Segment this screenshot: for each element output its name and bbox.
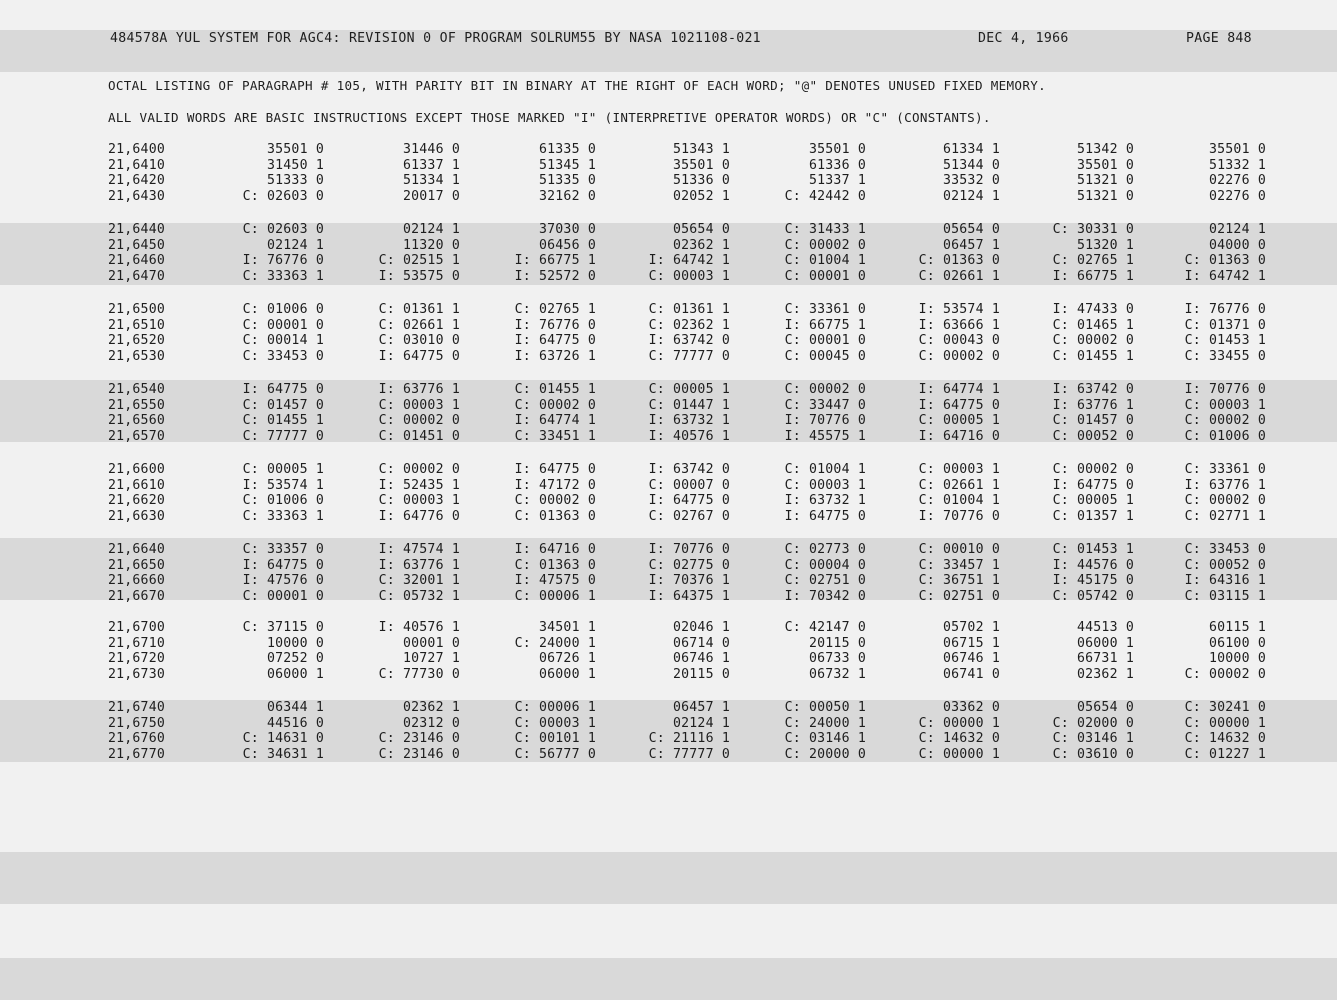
octal-word: C: 00052 0 xyxy=(1052,428,1134,444)
octal-word: C: 02661 1 xyxy=(918,477,1000,493)
octal-word: I: 64716 0 xyxy=(918,428,1000,444)
octal-word: 51321 0 xyxy=(1077,173,1134,188)
octal-word: 02362 1 xyxy=(673,237,730,253)
octal-word: C: 14632 0 xyxy=(1184,731,1266,746)
octal-word: 51332 1 xyxy=(1209,157,1266,173)
octal-word: C: 02661 1 xyxy=(918,268,1000,284)
octal-word: C: 24000 1 xyxy=(514,635,596,651)
octal-word: C: 00002 0 xyxy=(784,382,866,397)
octal-word: C: 00003 1 xyxy=(918,462,1000,477)
octal-word: C: 00003 1 xyxy=(648,268,730,284)
octal-word: C: 05732 1 xyxy=(378,588,460,604)
octal-word: I: 64774 1 xyxy=(514,413,596,428)
octal-word: I: 63742 0 xyxy=(648,333,730,348)
description-line: ALL VALID WORDS ARE BASIC INSTRUCTIONS EXCEPT THOSE MARKED "I" (INTERPRETIVE OPERATOR WORDS) OR "C" (CONSTANTS). xyxy=(108,110,991,125)
octal-word: C: 32001 1 xyxy=(378,573,460,588)
octal-word: C: 00005 1 xyxy=(918,413,1000,428)
octal-word: C: 01363 0 xyxy=(918,253,1000,268)
octal-word: C: 00003 1 xyxy=(784,477,866,493)
octal-word: 35501 0 xyxy=(809,142,866,157)
row-address: 21,6440 xyxy=(108,222,165,237)
row-address: 21,6430 xyxy=(108,188,165,204)
octal-word: 61336 0 xyxy=(809,157,866,173)
octal-word: C: 00002 0 xyxy=(514,493,596,508)
octal-word: 05654 0 xyxy=(943,222,1000,237)
octal-word: C: 00005 1 xyxy=(648,382,730,397)
octal-word: C: 01363 0 xyxy=(514,557,596,573)
octal-word: C: 01455 1 xyxy=(514,382,596,397)
octal-word: I: 63742 0 xyxy=(1052,382,1134,397)
octal-word: C: 02751 0 xyxy=(784,573,866,588)
octal-word: 37030 0 xyxy=(539,222,596,237)
row-address: 21,6510 xyxy=(108,317,165,333)
octal-word: C: 01453 1 xyxy=(1052,542,1134,557)
octal-word: I: 70776 0 xyxy=(1184,382,1266,397)
octal-word: C: 33455 0 xyxy=(1184,348,1266,364)
octal-word: 02124 1 xyxy=(267,237,324,253)
octal-word: 06000 1 xyxy=(267,666,324,682)
octal-word: C: 30241 0 xyxy=(1184,700,1266,715)
octal-word: I: 64375 1 xyxy=(648,588,730,604)
octal-word: 20115 0 xyxy=(673,666,730,682)
octal-word: I: 53574 1 xyxy=(918,302,1000,317)
octal-word: C: 33453 0 xyxy=(242,348,324,364)
octal-word: C: 03115 1 xyxy=(1184,588,1266,604)
octal-word: C: 33363 1 xyxy=(242,268,324,284)
octal-word: C: 00004 0 xyxy=(784,557,866,573)
octal-word: 02362 1 xyxy=(1077,666,1134,682)
row-address: 21,6500 xyxy=(108,302,165,317)
octal-word: 51342 0 xyxy=(1077,142,1134,157)
octal-word: C: 00000 1 xyxy=(918,715,1000,731)
row-address: 21,6560 xyxy=(108,413,165,428)
octal-word: C: 02661 1 xyxy=(378,317,460,333)
octal-word: 02052 1 xyxy=(673,188,730,204)
octal-word: C: 00005 1 xyxy=(1052,493,1134,508)
octal-word: I: 64716 0 xyxy=(514,542,596,557)
octal-word: C: 01361 1 xyxy=(378,302,460,317)
octal-word: 61335 0 xyxy=(539,142,596,157)
octal-word: C: 02773 0 xyxy=(784,542,866,557)
octal-word: C: 01457 0 xyxy=(242,397,324,413)
octal-word: C: 00006 1 xyxy=(514,700,596,715)
octal-word: 31446 0 xyxy=(403,142,460,157)
octal-word: C: 00001 0 xyxy=(242,317,324,333)
description-line: OCTAL LISTING OF PARAGRAPH # 105, WITH PARITY BIT IN BINARY AT THE RIGHT OF EACH WORD; "@" DENOTES UNUSED FIXED MEMORY. xyxy=(108,78,1046,93)
octal-word: C: 20000 0 xyxy=(784,746,866,762)
octal-word: C: 00045 0 xyxy=(784,348,866,364)
octal-word: C: 14632 0 xyxy=(918,731,1000,746)
octal-word: I: 64775 0 xyxy=(514,462,596,477)
row-address: 21,6670 xyxy=(108,588,165,604)
row-address: 21,6700 xyxy=(108,620,165,635)
octal-word: I: 64775 0 xyxy=(918,397,1000,413)
octal-word: I: 64775 0 xyxy=(784,508,866,524)
octal-word: C: 00002 0 xyxy=(1184,493,1266,508)
octal-word: C: 05742 0 xyxy=(1052,588,1134,604)
octal-word: C: 02765 1 xyxy=(514,302,596,317)
octal-word: 07252 0 xyxy=(267,651,324,666)
paper-stripe xyxy=(0,958,1337,1000)
octal-word: 06456 0 xyxy=(539,237,596,253)
octal-word: 20017 0 xyxy=(403,188,460,204)
octal-word: 06732 1 xyxy=(809,666,866,682)
octal-word: 44516 0 xyxy=(267,715,324,731)
octal-word: I: 44576 0 xyxy=(1052,557,1134,573)
octal-word: C: 02765 1 xyxy=(1052,253,1134,268)
octal-word: C: 00000 1 xyxy=(1184,715,1266,731)
octal-word: I: 66775 1 xyxy=(514,253,596,268)
octal-word: I: 53574 1 xyxy=(242,477,324,493)
row-address: 21,6570 xyxy=(108,428,165,444)
octal-word: C: 02771 1 xyxy=(1184,508,1266,524)
octal-word: 33532 0 xyxy=(943,173,1000,188)
octal-word: 00001 0 xyxy=(403,635,460,651)
octal-word: 06344 1 xyxy=(267,700,324,715)
octal-word: 02362 1 xyxy=(403,700,460,715)
octal-word: C: 33361 0 xyxy=(784,302,866,317)
octal-word: I: 70376 1 xyxy=(648,573,730,588)
octal-word: 35501 0 xyxy=(1209,142,1266,157)
octal-word: C: 00052 0 xyxy=(1184,557,1266,573)
octal-word: 06714 0 xyxy=(673,635,730,651)
octal-word: 02046 1 xyxy=(673,620,730,635)
octal-word: I: 66775 1 xyxy=(1052,268,1134,284)
octal-word: C: 00002 0 xyxy=(378,413,460,428)
octal-word: C: 01371 0 xyxy=(1184,317,1266,333)
octal-word: C: 02515 1 xyxy=(378,253,460,268)
row-address: 21,6410 xyxy=(108,157,165,173)
octal-word: I: 76776 0 xyxy=(242,253,324,268)
octal-word: 02124 1 xyxy=(943,188,1000,204)
row-address: 21,6530 xyxy=(108,348,165,364)
octal-word: I: 47172 0 xyxy=(514,477,596,493)
octal-word: I: 63666 1 xyxy=(918,317,1000,333)
octal-word: I: 45175 0 xyxy=(1052,573,1134,588)
octal-word: 51320 1 xyxy=(1077,237,1134,253)
header-title: 484578A YUL SYSTEM FOR AGC4: REVISION 0 OF PROGRAM SOLRUM55 BY NASA 1021108-021 xyxy=(110,31,761,46)
row-address: 21,6550 xyxy=(108,397,165,413)
octal-word: C: 02751 0 xyxy=(918,588,1000,604)
octal-word: I: 76776 0 xyxy=(514,317,596,333)
octal-word: C: 00101 1 xyxy=(514,731,596,746)
octal-word: 06457 1 xyxy=(673,700,730,715)
octal-word: 02124 1 xyxy=(403,222,460,237)
octal-word: C: 01004 1 xyxy=(784,462,866,477)
octal-word: I: 47574 1 xyxy=(378,542,460,557)
octal-word: I: 63742 0 xyxy=(648,462,730,477)
row-address: 21,6610 xyxy=(108,477,165,493)
octal-word: C: 03010 0 xyxy=(378,333,460,348)
octal-word: C: 00002 0 xyxy=(1052,462,1134,477)
octal-word: 61337 1 xyxy=(403,157,460,173)
octal-word: C: 00010 0 xyxy=(918,542,1000,557)
octal-word: C: 00000 1 xyxy=(918,746,1000,762)
octal-word: 51321 0 xyxy=(1077,188,1134,204)
octal-word: I: 64776 0 xyxy=(378,508,460,524)
row-address: 21,6740 xyxy=(108,700,165,715)
octal-word: 34501 1 xyxy=(539,620,596,635)
octal-word: I: 64316 1 xyxy=(1184,573,1266,588)
octal-word: 51344 0 xyxy=(943,157,1000,173)
octal-word: C: 03146 1 xyxy=(784,731,866,746)
row-address: 21,6720 xyxy=(108,651,165,666)
octal-word: C: 33447 0 xyxy=(784,397,866,413)
octal-word: C: 02767 0 xyxy=(648,508,730,524)
row-address: 21,6620 xyxy=(108,493,165,508)
octal-word: I: 64775 0 xyxy=(514,333,596,348)
octal-word: 44513 0 xyxy=(1077,620,1134,635)
octal-word: C: 00005 1 xyxy=(242,462,324,477)
octal-word: 10000 0 xyxy=(267,635,324,651)
octal-word: 35501 0 xyxy=(673,157,730,173)
octal-word: 06457 1 xyxy=(943,237,1000,253)
header-date: DEC 4, 1966 xyxy=(978,31,1069,46)
octal-word: I: 70776 0 xyxy=(784,413,866,428)
row-address: 21,6750 xyxy=(108,715,165,731)
octal-word: I: 47575 0 xyxy=(514,573,596,588)
octal-word: I: 63732 1 xyxy=(784,493,866,508)
octal-word: C: 23146 0 xyxy=(378,731,460,746)
octal-word: 06000 1 xyxy=(1077,635,1134,651)
octal-word: I: 64742 1 xyxy=(1184,268,1266,284)
octal-word: I: 64774 1 xyxy=(918,382,1000,397)
paper-stripe xyxy=(0,852,1337,904)
octal-word: C: 00002 0 xyxy=(378,462,460,477)
octal-word: C: 21116 1 xyxy=(648,731,730,746)
octal-word: 05702 1 xyxy=(943,620,1000,635)
octal-word: C: 01006 0 xyxy=(1184,428,1266,444)
octal-word: 51335 0 xyxy=(539,173,596,188)
octal-word: 51345 1 xyxy=(539,157,596,173)
octal-word: I: 52572 0 xyxy=(514,268,596,284)
octal-word: 51334 1 xyxy=(403,173,460,188)
row-address: 21,6540 xyxy=(108,382,165,397)
octal-word: I: 63726 1 xyxy=(514,348,596,364)
octal-word: C: 02603 0 xyxy=(242,222,324,237)
octal-word: I: 40576 1 xyxy=(648,428,730,444)
octal-word: C: 33453 0 xyxy=(1184,542,1266,557)
octal-word: C: 01357 1 xyxy=(1052,508,1134,524)
octal-word: C: 42147 0 xyxy=(784,620,866,635)
octal-word: C: 00002 0 xyxy=(918,348,1000,364)
octal-word: C: 01006 0 xyxy=(242,302,324,317)
row-address: 21,6460 xyxy=(108,253,165,268)
octal-word: C: 31433 1 xyxy=(784,222,866,237)
octal-word: C: 00002 0 xyxy=(1052,333,1134,348)
octal-word: 06100 0 xyxy=(1209,635,1266,651)
octal-word: I: 64775 0 xyxy=(1052,477,1134,493)
octal-word: 02276 0 xyxy=(1209,173,1266,188)
octal-word: C: 00002 0 xyxy=(1184,666,1266,682)
octal-word: C: 77730 0 xyxy=(378,666,460,682)
octal-word: 10727 1 xyxy=(403,651,460,666)
octal-word: 31450 1 xyxy=(267,157,324,173)
row-address: 21,6520 xyxy=(108,333,165,348)
octal-word: I: 63732 1 xyxy=(648,413,730,428)
octal-word: C: 02000 0 xyxy=(1052,715,1134,731)
octal-word: 06000 1 xyxy=(539,666,596,682)
octal-word: 04000 0 xyxy=(1209,237,1266,253)
octal-word: C: 00006 1 xyxy=(514,588,596,604)
octal-word: C: 14631 0 xyxy=(242,731,324,746)
octal-word: I: 64775 0 xyxy=(648,493,730,508)
octal-word: 06726 1 xyxy=(539,651,596,666)
octal-word: 51333 0 xyxy=(267,173,324,188)
octal-word: C: 01004 1 xyxy=(918,493,1000,508)
octal-word: C: 00014 1 xyxy=(242,333,324,348)
octal-word: 02124 1 xyxy=(1209,222,1266,237)
octal-word: I: 53575 0 xyxy=(378,268,460,284)
octal-word: C: 33361 0 xyxy=(1184,462,1266,477)
octal-word: I: 76776 0 xyxy=(1184,302,1266,317)
row-address: 21,6770 xyxy=(108,746,165,762)
row-address: 21,6600 xyxy=(108,462,165,477)
octal-word: C: 00050 1 xyxy=(784,700,866,715)
octal-word: C: 00043 0 xyxy=(918,333,1000,348)
octal-word: C: 01457 0 xyxy=(1052,413,1134,428)
octal-word: C: 56777 0 xyxy=(514,746,596,762)
octal-word: 06741 0 xyxy=(943,666,1000,682)
octal-word: I: 70342 0 xyxy=(784,588,866,604)
octal-word: I: 63776 1 xyxy=(378,382,460,397)
octal-word: I: 63776 1 xyxy=(1052,397,1134,413)
octal-word: C: 42442 0 xyxy=(784,188,866,204)
row-address: 21,6660 xyxy=(108,573,165,588)
octal-word: I: 63776 1 xyxy=(378,557,460,573)
octal-word: I: 47576 0 xyxy=(242,573,324,588)
octal-word: 05654 0 xyxy=(1077,700,1134,715)
octal-word: C: 01006 0 xyxy=(242,493,324,508)
row-address: 21,6760 xyxy=(108,731,165,746)
octal-word: C: 00003 1 xyxy=(514,715,596,731)
octal-word: 66731 1 xyxy=(1077,651,1134,666)
octal-word: C: 01453 1 xyxy=(1184,333,1266,348)
octal-word: 20115 0 xyxy=(809,635,866,651)
octal-word: C: 02362 1 xyxy=(648,317,730,333)
octal-word: C: 01451 0 xyxy=(378,428,460,444)
octal-word: 05654 0 xyxy=(673,222,730,237)
octal-word: C: 01227 1 xyxy=(1184,746,1266,762)
row-address: 21,6420 xyxy=(108,173,165,188)
row-address: 21,6470 xyxy=(108,268,165,284)
octal-word: C: 01455 1 xyxy=(1052,348,1134,364)
octal-word: 06715 1 xyxy=(943,635,1000,651)
octal-word: I: 63776 1 xyxy=(1184,477,1266,493)
octal-word: C: 77777 0 xyxy=(242,428,324,444)
octal-word: C: 00003 1 xyxy=(1184,397,1266,413)
octal-word: C: 00007 0 xyxy=(648,477,730,493)
octal-word: I: 66775 1 xyxy=(784,317,866,333)
octal-word: C: 77777 0 xyxy=(648,348,730,364)
octal-word: C: 01363 0 xyxy=(514,508,596,524)
octal-word: 11320 0 xyxy=(403,237,460,253)
octal-word: C: 33357 0 xyxy=(242,542,324,557)
row-address: 21,6730 xyxy=(108,666,165,682)
octal-word: 03362 0 xyxy=(943,700,1000,715)
octal-word: C: 01465 1 xyxy=(1052,317,1134,333)
octal-word: I: 70776 0 xyxy=(648,542,730,557)
octal-word: C: 34631 1 xyxy=(242,746,324,762)
row-address: 21,6630 xyxy=(108,508,165,524)
octal-word: 35501 0 xyxy=(267,142,324,157)
row-address: 21,6650 xyxy=(108,557,165,573)
octal-word: I: 64775 0 xyxy=(242,557,324,573)
octal-word: C: 37115 0 xyxy=(242,620,324,635)
octal-word: C: 00002 0 xyxy=(514,397,596,413)
octal-word: I: 52435 1 xyxy=(378,477,460,493)
octal-word: C: 03146 1 xyxy=(1052,731,1134,746)
octal-word: C: 02603 0 xyxy=(242,188,324,204)
octal-word: I: 64775 0 xyxy=(242,382,324,397)
octal-word: C: 01361 1 xyxy=(648,302,730,317)
octal-word: 61334 1 xyxy=(943,142,1000,157)
octal-word: 51336 0 xyxy=(673,173,730,188)
row-address: 21,6710 xyxy=(108,635,165,651)
octal-word: C: 23146 0 xyxy=(378,746,460,762)
octal-word: C: 02775 0 xyxy=(648,557,730,573)
octal-word: C: 01004 1 xyxy=(784,253,866,268)
octal-word: 02124 1 xyxy=(673,715,730,731)
octal-word: C: 33457 1 xyxy=(918,557,1000,573)
header-page: PAGE 848 xyxy=(1186,31,1252,46)
row-address: 21,6640 xyxy=(108,542,165,557)
octal-word: C: 01455 1 xyxy=(242,413,324,428)
octal-word: I: 47433 0 xyxy=(1052,302,1134,317)
octal-word: 10000 0 xyxy=(1209,651,1266,666)
octal-word: 06733 0 xyxy=(809,651,866,666)
octal-word: 60115 1 xyxy=(1209,620,1266,635)
row-address: 21,6450 xyxy=(108,237,165,253)
octal-word: C: 00003 1 xyxy=(378,493,460,508)
octal-word: 51337 1 xyxy=(809,173,866,188)
octal-word: 02276 0 xyxy=(1209,188,1266,204)
octal-word: C: 33451 1 xyxy=(514,428,596,444)
octal-word: C: 00001 0 xyxy=(242,588,324,604)
octal-word: I: 45575 1 xyxy=(784,428,866,444)
octal-word: C: 01363 0 xyxy=(1184,253,1266,268)
octal-word: C: 77777 0 xyxy=(648,746,730,762)
octal-word: C: 33363 1 xyxy=(242,508,324,524)
octal-word: C: 00002 0 xyxy=(1184,413,1266,428)
octal-word: C: 01447 1 xyxy=(648,397,730,413)
octal-word: C: 36751 1 xyxy=(918,573,1000,588)
octal-word: 32162 0 xyxy=(539,188,596,204)
octal-word: C: 00003 1 xyxy=(378,397,460,413)
octal-word: C: 00002 0 xyxy=(784,237,866,253)
octal-word: C: 03610 0 xyxy=(1052,746,1134,762)
octal-word: I: 70776 0 xyxy=(918,508,1000,524)
octal-word: 02312 0 xyxy=(403,715,460,731)
octal-word: C: 00001 0 xyxy=(784,333,866,348)
octal-word: 35501 0 xyxy=(1077,157,1134,173)
octal-word: I: 64775 0 xyxy=(378,348,460,364)
octal-word: C: 24000 1 xyxy=(784,715,866,731)
octal-word: C: 30331 0 xyxy=(1052,222,1134,237)
octal-word: 06746 1 xyxy=(673,651,730,666)
octal-word: C: 00001 0 xyxy=(784,268,866,284)
octal-word: 06746 1 xyxy=(943,651,1000,666)
octal-word: I: 64742 1 xyxy=(648,253,730,268)
octal-word: 51343 1 xyxy=(673,142,730,157)
row-address: 21,6400 xyxy=(108,142,165,157)
octal-word: I: 40576 1 xyxy=(378,620,460,635)
